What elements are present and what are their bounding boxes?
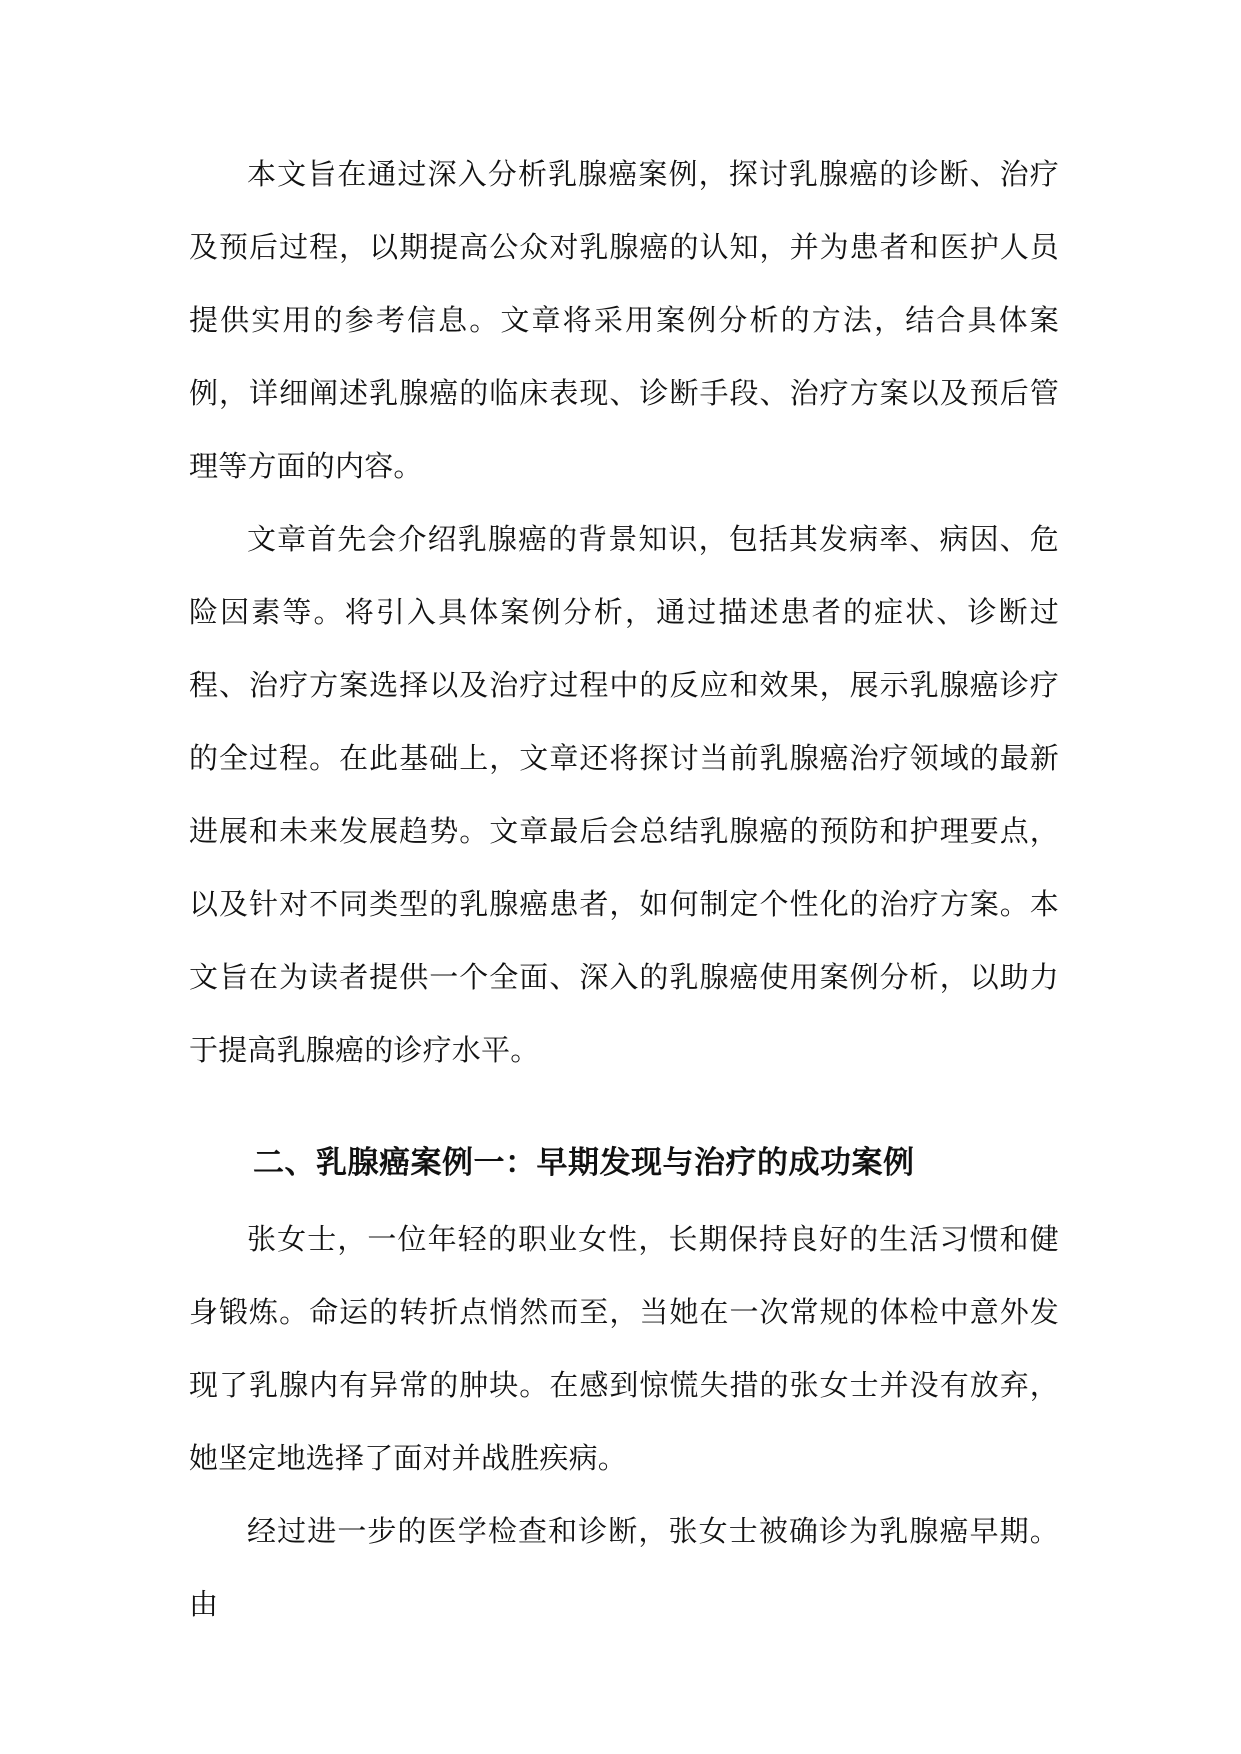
document-body bbox=[189, 138, 1059, 1641]
intro-paragraph-1: 本文旨在通过深入分析乳腺癌案例，探讨乳腺癌的诊断、治疗及预后过程，以期提高公众对乳腺癌的认知，并为患者和医护人员提供实用的参考信息。文章将采用案例分析的方法，结合具体案例，详细阐述乳腺癌的临床表现、诊断手段、治疗方案以及预后管理等方面的内容。 bbox=[189, 157, 1059, 483]
case-paragraph-1: 张女士，一位年轻的职业女性，长期保持良好的生活习惯和健身锻炼。命运的转折点悄然而至，当她在一次常规的体检中意外发现了乳腺内有异常的肿块。在感到惊慌失措的张女士并没有放弃，她坚定地选择了面对并战胜疾病。 bbox=[189, 1222, 1059, 1475]
section-heading: 二、乳腺癌案例一：早期发现与治疗的成功案例 bbox=[253, 1145, 915, 1181]
case-paragraph-2: 经过进一步的医学检查和诊断，张女士被确诊为乳腺癌早期。由 bbox=[189, 1514, 1059, 1621]
intro-paragraph-2: 文章首先会介绍乳腺癌的背景知识，包括其发病率、病因、危险因素等。将引入具体案例分析，通过描述患者的症状、诊断过程、治疗方案选择以及治疗过程中的反应和效果，展示乳腺癌诊疗的全过程。在此基础上，文章还将探讨当前乳腺癌治疗领域的最新进展和未来发展趋势。文章最后会总结乳腺癌的预防和护理要点，以及针对不同类型的乳腺癌患者，如何制定个性化的治疗方案。本文旨在为读者提供一个全面、深入的乳腺癌使用案例分析，以助力于提高乳腺癌的诊疗水平。 bbox=[189, 522, 1059, 1067]
